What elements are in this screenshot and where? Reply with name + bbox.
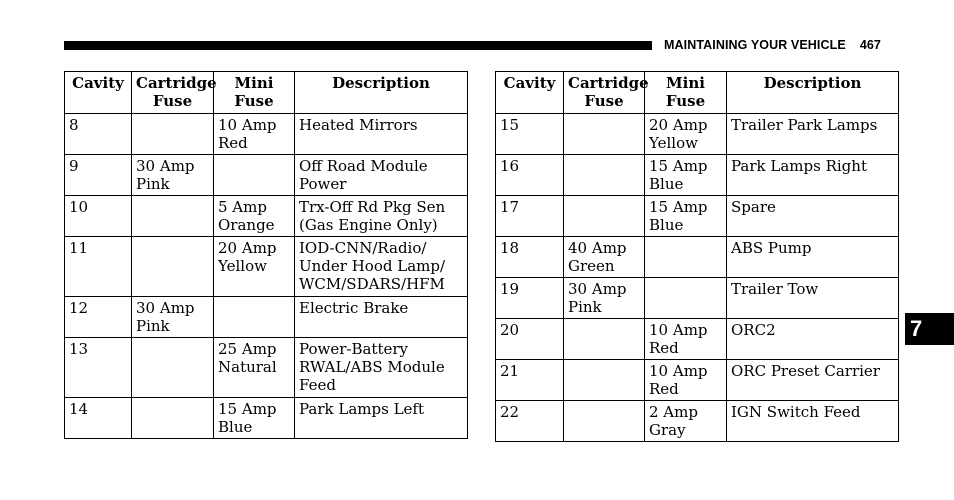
cell-cavity: 18 [496,237,564,278]
table-row [65,398,468,439]
table-row [65,155,468,196]
table-row [65,114,468,155]
cell-cartridge [564,196,645,237]
header-cartridge-fuse: Cartridge Fuse [132,72,214,114]
header-description: Description [727,72,899,114]
cell-mini [645,278,727,319]
section-tab: 7 [905,313,954,345]
cell-mini: 15 Amp Blue [645,155,727,196]
table-header-row [65,72,468,114]
cell-mini: 10 Amp Red [645,360,727,401]
running-header [664,38,881,52]
cell-cartridge [132,338,214,398]
table-row [496,401,899,442]
fuse-table-right [495,71,899,442]
cell-cartridge [132,398,214,439]
cell-description: ORC Preset Carrier [727,360,899,401]
cell-cartridge [564,155,645,196]
table-row [496,237,899,278]
cell-cartridge [132,237,214,297]
cell-cavity: 12 [65,297,132,338]
cell-mini [214,155,295,196]
cell-mini: 10 Amp Red [645,319,727,360]
cell-cartridge: 40 Amp Green [564,237,645,278]
header-mini-fuse: Mini Fuse [214,72,295,114]
table-row [496,155,899,196]
table-row [496,114,899,155]
section-title: MAINTAINING YOUR VEHICLE [664,38,846,52]
cell-description: Park Lamps Right [727,155,899,196]
cell-description: Heated Mirrors [295,114,468,155]
table-row [65,196,468,237]
header-mini-fuse: Mini Fuse [645,72,727,114]
cell-mini: 15 Amp Blue [645,196,727,237]
header-cavity: Cavity [496,72,564,114]
cell-mini: 15 Amp Blue [214,398,295,439]
header-cartridge-fuse: Cartridge Fuse [564,72,645,114]
cell-cavity: 19 [496,278,564,319]
table-row [496,278,899,319]
cell-cartridge [564,360,645,401]
table-row [496,360,899,401]
cell-cavity: 8 [65,114,132,155]
cell-cavity: 22 [496,401,564,442]
fuse-table-left [64,71,468,439]
table-row [496,319,899,360]
cell-description: ABS Pump [727,237,899,278]
cell-description: Off Road Module Power [295,155,468,196]
cell-cavity: 11 [65,237,132,297]
cell-cavity: 14 [65,398,132,439]
cell-cartridge: 30 Amp Pink [564,278,645,319]
cell-cartridge [132,114,214,155]
cell-mini [214,297,295,338]
cell-cartridge: 30 Amp Pink [132,155,214,196]
cell-description: Trailer Park Lamps [727,114,899,155]
header-rule [64,41,652,50]
cell-cartridge: 30 Amp Pink [132,297,214,338]
table-row [65,297,468,338]
cell-description: Trailer Tow [727,278,899,319]
cell-cavity: 13 [65,338,132,398]
cell-mini: 2 Amp Gray [645,401,727,442]
cell-description: IGN Switch Feed [727,401,899,442]
cell-description: Trx-Off Rd Pkg Sen (Gas Engine Only) [295,196,468,237]
cell-mini: 20 Amp Yellow [214,237,295,297]
cell-mini: 5 Amp Orange [214,196,295,237]
cell-cavity: 10 [65,196,132,237]
table-header-row [496,72,899,114]
cell-cartridge [564,401,645,442]
table-row [65,237,468,297]
cell-cavity: 20 [496,319,564,360]
cell-mini: 20 Amp Yellow [645,114,727,155]
cell-description: Electric Brake [295,297,468,338]
cell-mini: 10 Amp Red [214,114,295,155]
cell-description: ORC2 [727,319,899,360]
fuse-table-left-body [65,114,468,439]
fuse-table-right-body [496,114,899,442]
cell-cavity: 9 [65,155,132,196]
cell-cartridge [564,319,645,360]
cell-cavity: 16 [496,155,564,196]
cell-cartridge [564,114,645,155]
cell-description: IOD-CNN/Radio/ Under Hood Lamp/ WCM/SDARS/HFM [295,237,468,297]
cell-description: Power-Battery RWAL/ABS Module Feed [295,338,468,398]
cell-mini: 25 Amp Natural [214,338,295,398]
table-row [65,338,468,398]
cell-cartridge [132,196,214,237]
cell-description: Park Lamps Left [295,398,468,439]
table-row [496,196,899,237]
cell-mini [645,237,727,278]
header-description: Description [295,72,468,114]
cell-cavity: 21 [496,360,564,401]
cell-cavity: 15 [496,114,564,155]
cell-description: Spare [727,196,899,237]
page-number: 467 [859,38,881,52]
header-cavity: Cavity [65,72,132,114]
cell-cavity: 17 [496,196,564,237]
